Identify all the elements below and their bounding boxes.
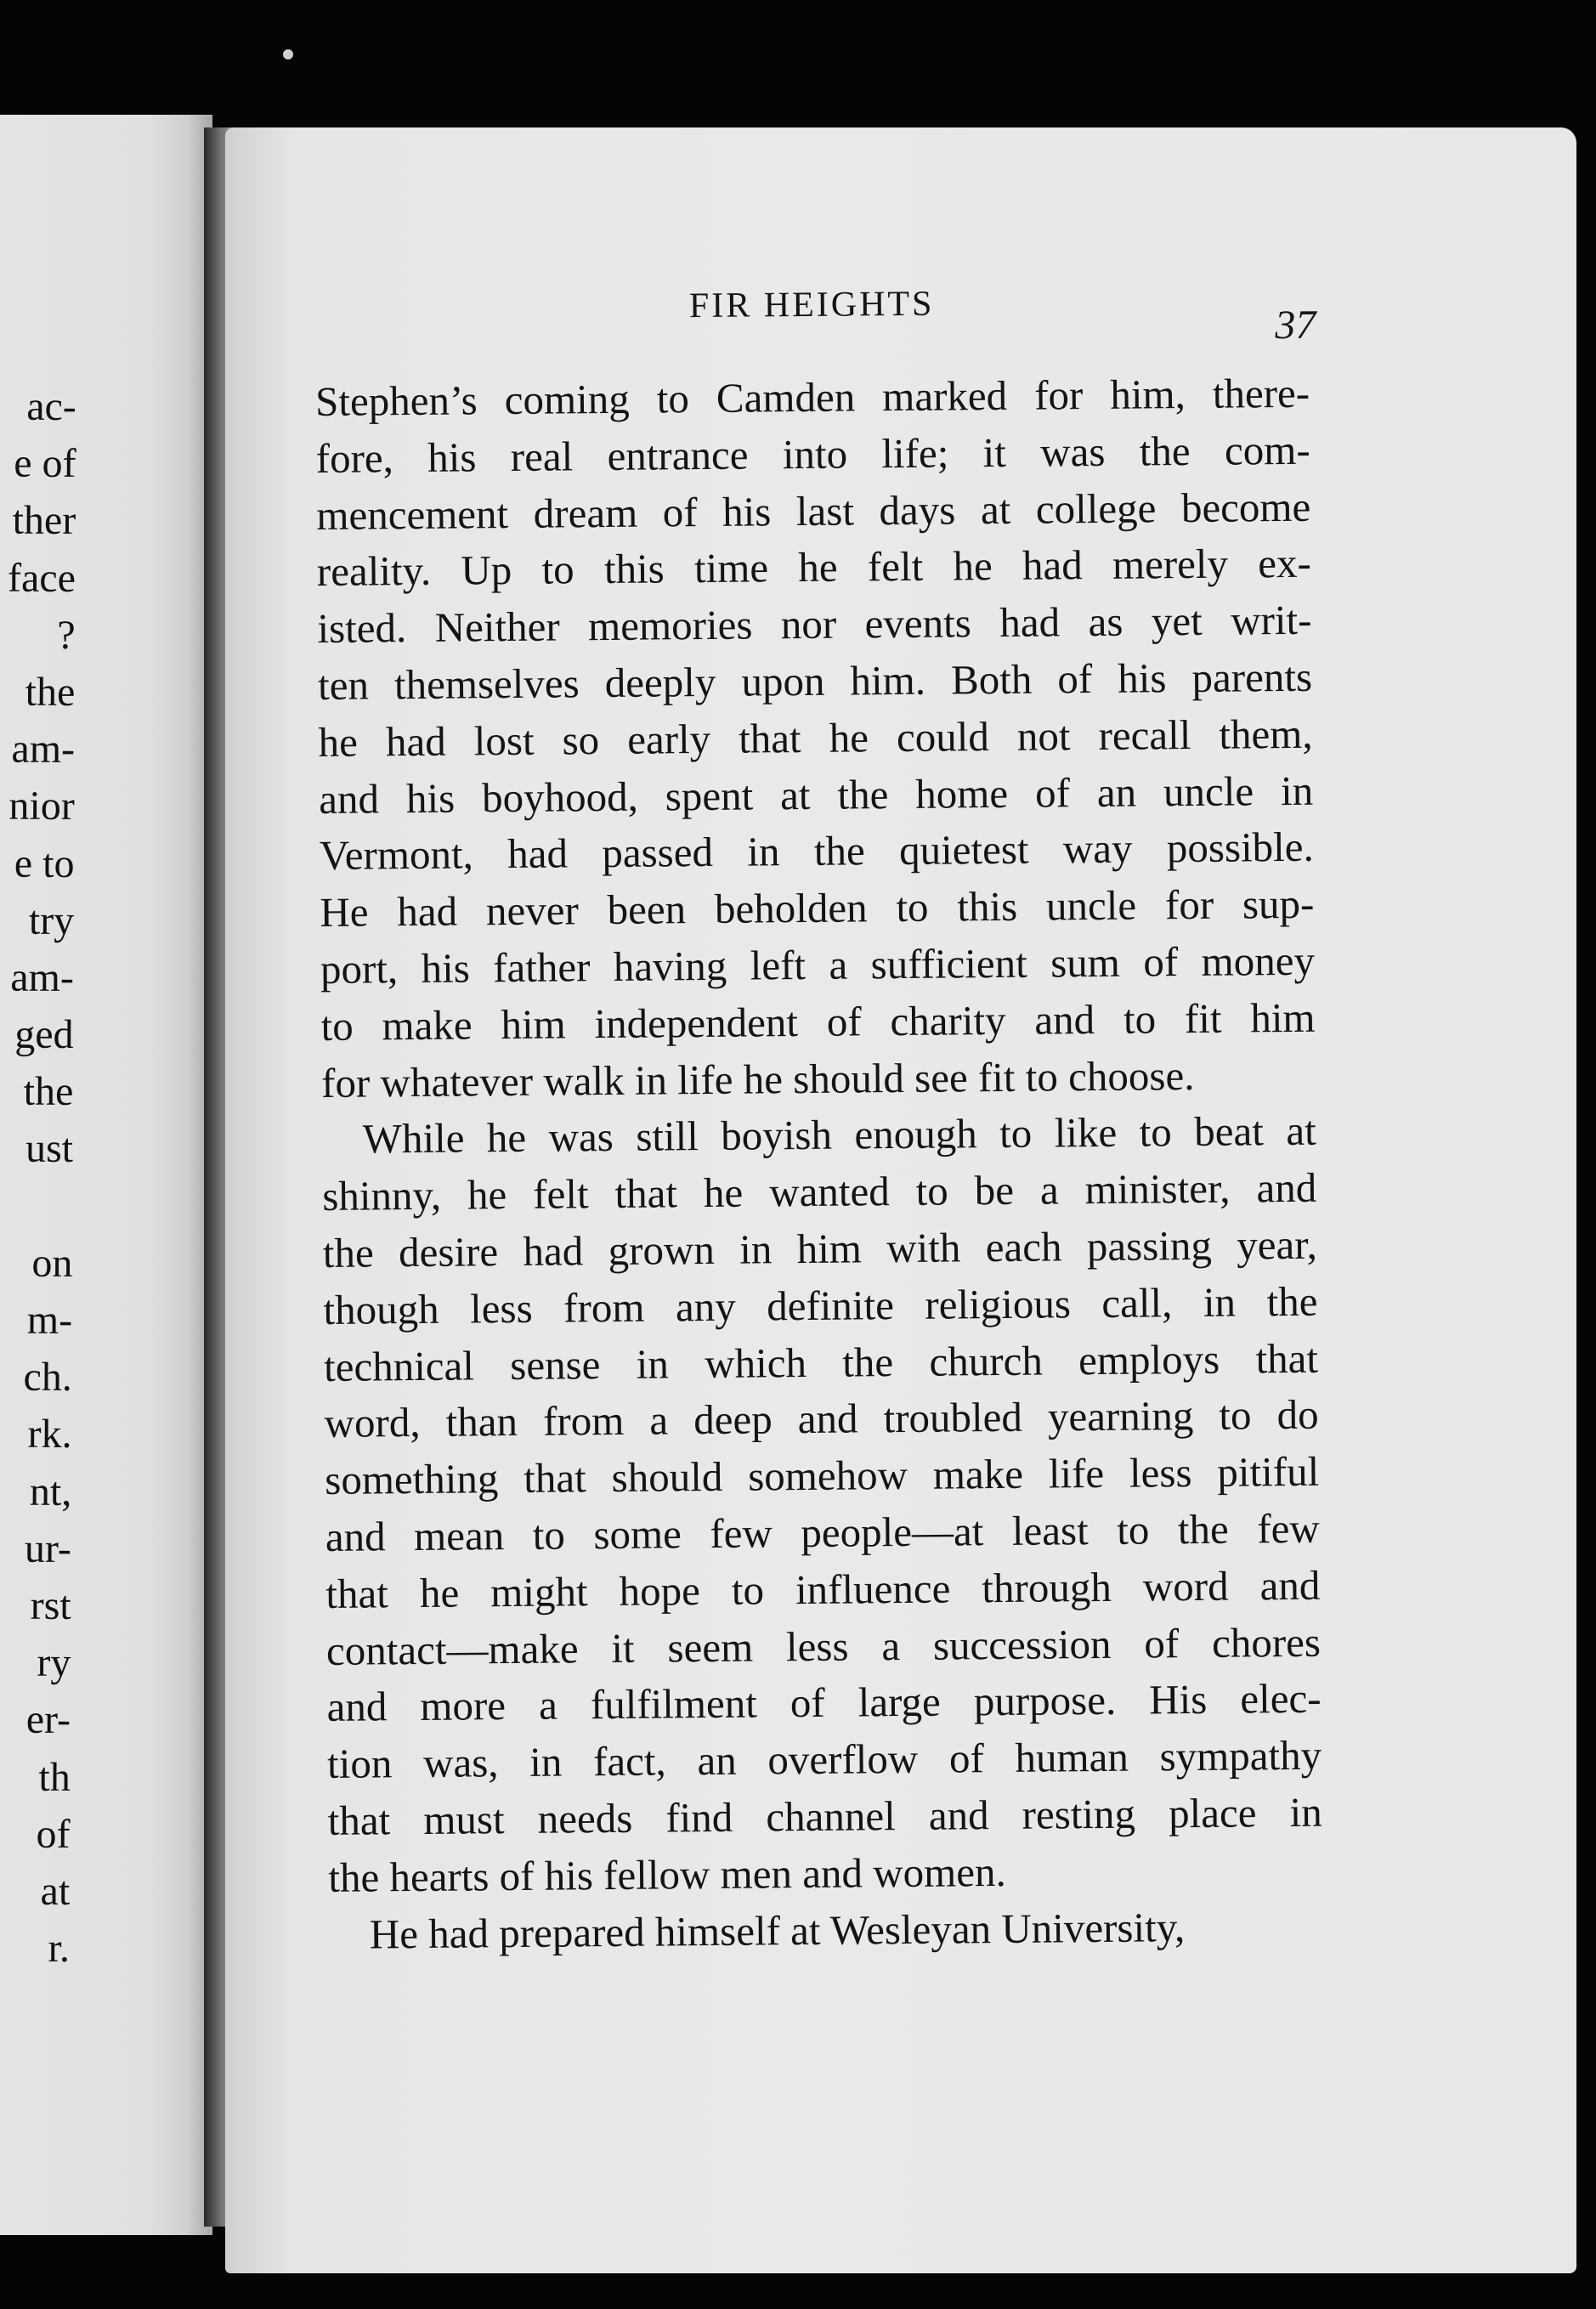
left-page-line: the (23, 1068, 74, 1115)
text-line: and mean to some few people—at least to the few (325, 1504, 1321, 1560)
text-line: to make him independent of charity and to fit him (320, 993, 1316, 1050)
left-page-line: the (25, 669, 76, 715)
left-page-line: am- (11, 726, 76, 772)
text-line: though less from any definite religious call, in the (323, 1277, 1318, 1333)
left-page-line: face (7, 555, 76, 601)
left-page-line: at (40, 1868, 71, 1914)
text-line: and his boyhood, spent at the home of an uncle in (318, 767, 1314, 823)
left-page-line (0, 1177, 73, 1235)
left-page-line: e of (14, 440, 76, 487)
left-page-line: m- (26, 1297, 73, 1343)
text-line: and more a fulfilment of large purpose. His elec- (326, 1675, 1322, 1731)
left-page-line: er- (25, 1697, 71, 1743)
left-page-line: ? (57, 612, 76, 658)
text-line: that he might hope to influence through word and (325, 1561, 1321, 1617)
text-line: shinny, he felt that he wanted to be a minister, and (322, 1163, 1317, 1220)
running-head (314, 280, 1316, 374)
text-line: fore, his real entrance into life; it was the com- (315, 426, 1310, 482)
text-line: While he was still boyish enough to like to beat at (362, 1107, 1316, 1163)
left-page-line: ther (12, 498, 76, 544)
scan-speck (283, 49, 293, 59)
left-page-line: nt, (29, 1469, 72, 1514)
text-line: the hearts of his fellow men and women. (328, 1848, 1006, 1901)
left-page-line: rst (30, 1582, 71, 1628)
text-line: that must needs find channel and resting place in (327, 1788, 1322, 1844)
left-page-line: on (31, 1240, 73, 1286)
left-page-line: ged (14, 1011, 74, 1058)
text-block (315, 365, 1323, 1963)
text-line: word, than from a deep and troubled yearning to do (324, 1391, 1319, 1447)
left-page-text (0, 377, 76, 1977)
left-page-line: ust (25, 1126, 74, 1172)
text-line: the desire had grown in him with each passing year, (322, 1220, 1318, 1276)
text-line: port, his father having left a sufficient sum of money (320, 937, 1316, 993)
left-page-line: rk. (27, 1412, 72, 1457)
text-line: ten themselves deeply upon him. Both of his parents (317, 653, 1313, 709)
text-line: something that should somehow make life less pitiful (324, 1447, 1320, 1504)
left-page-line: am- (10, 954, 75, 1000)
text-line: technical sense in which the church employs that (323, 1334, 1319, 1390)
left-page-line: th (38, 1754, 71, 1800)
text-line: tion was, in fact, an overflow of human sympathy (326, 1731, 1322, 1788)
text-line: Stephen’s coming to Camden marked for him, there- (314, 369, 1310, 425)
text-line: he had lost so early that he could not recall them, (318, 710, 1313, 766)
left-page-line: e to (14, 840, 75, 886)
text-line: Vermont, had passed in the quietest way possible. (319, 823, 1315, 880)
left-page-line: try (28, 897, 75, 943)
text-line: He had prepared himself at Wesleyan University, (369, 1903, 1186, 1958)
left-page-line: ur- (24, 1525, 72, 1571)
running-title: FIR HEIGHTS (688, 284, 935, 326)
left-page-line: r. (48, 1925, 71, 1972)
text-line: He had never been beholden to this uncle for sup- (320, 880, 1315, 937)
page-body (314, 280, 1323, 1963)
left-page-line: of (36, 1811, 71, 1857)
left-page-line: nior (8, 783, 75, 829)
text-line: reality. Up to this time he felt he had merely ex- (316, 540, 1312, 596)
text-line: contact—make it seem less a succession of chores (325, 1618, 1322, 1674)
left-page-line: ry (37, 1639, 71, 1686)
page-number: 37 (1275, 302, 1316, 348)
text-line: isted. Neither memories nor events had as yet writ- (317, 596, 1312, 653)
left-page-line: ch. (23, 1354, 72, 1401)
text-line: mencement dream of his last days at college become (316, 483, 1311, 539)
left-page (0, 115, 212, 2235)
left-page-line: ac- (26, 383, 76, 429)
text-line: for whatever walk in life he should see fit to choose. (320, 1051, 1195, 1106)
